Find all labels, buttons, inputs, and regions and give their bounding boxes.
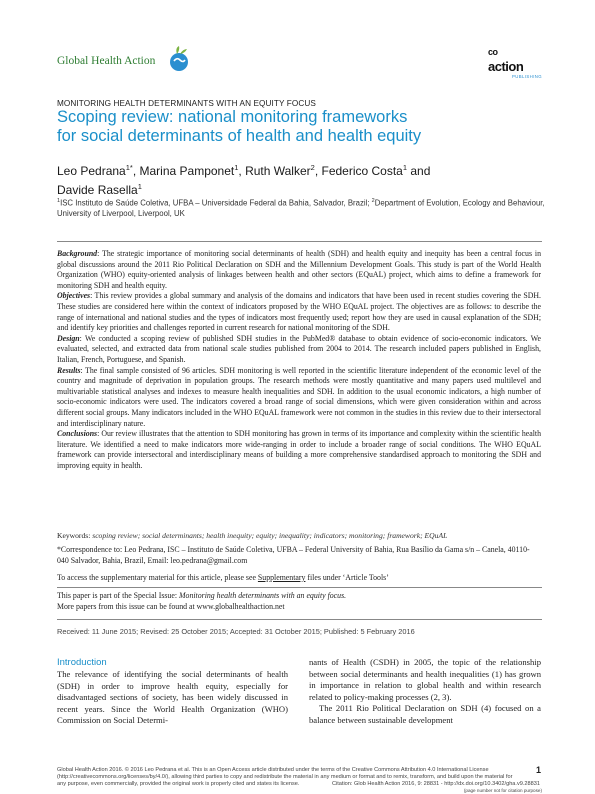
author-separator: , bbox=[238, 164, 246, 178]
author-affiliation-marker: 1* bbox=[125, 163, 133, 172]
body-paragraph: The 2011 Rio Political Declaration on SDH (4) focused on a balance between sustainable development bbox=[309, 703, 541, 725]
affiliation-2: Department of Evolution, Ecology and Behaviour, University of Liverpool, Liverpool, UK bbox=[57, 198, 545, 219]
title-line-1: Scoping review: national monitoring frameworks bbox=[57, 108, 408, 126]
license-footer: Global Health Action 2016. © 2016 Leo Pedrana et al. This is an Open Access article distributed under the terms of the Creative Commons Attribution 4.0 International License (http://creativecommons.org/licenses/by/4.0/), allowing third parties to copy and redistribute the material in any medium or format and to remix, transform, and build upon the material for any purpose, even commercially, provided the original work is properly cited and states its license. bbox=[57, 767, 513, 787]
author-name: Marina Pamponet bbox=[139, 164, 235, 178]
special-issue-note bbox=[57, 591, 541, 613]
body-column-right bbox=[309, 657, 541, 727]
affiliation-number: 1 bbox=[57, 198, 61, 204]
supplementary-note bbox=[57, 573, 541, 584]
abstract-objectives bbox=[57, 291, 541, 333]
page-number-note: (page number not for citation purpose) bbox=[463, 788, 542, 793]
affiliations bbox=[57, 196, 547, 220]
publisher-logo bbox=[488, 48, 548, 79]
body-paragraph: nants of Health (CSDH) in 2005, the topic of the relationship between social determinants and health inequalities (1) has grown in importance in relation to global health and within research related to policy-making processes (2, 3). bbox=[309, 657, 541, 702]
keywords bbox=[57, 531, 541, 541]
body-paragraph: The relevance of identifying the social determinants of health (SDH) in order to improve health equity, especially for disadvantaged sections of society, has been widely discussed in recent years. Since the World Health Organization (WHO) Commission on Social Determi- bbox=[57, 669, 288, 726]
abstract-label: Conclusions bbox=[57, 429, 98, 439]
abstract-design bbox=[57, 334, 541, 366]
special-issue-text: This paper is part of the Special Issue: bbox=[57, 591, 179, 600]
author-name: Davide Rasella bbox=[57, 183, 138, 197]
author-affiliation-marker: 1 bbox=[137, 182, 142, 191]
title-line-2: for social determinants of health and health equity bbox=[57, 127, 422, 145]
divider bbox=[57, 587, 542, 588]
abstract-text: : This review provides a global summary and analysis of the domains and indicators that have been used in recent studies covering the SDH. These studies are considered here within the context of indicators proposed by the WHO EQuAL project. The objectives are as follows: to describe the range of international and national studies and the types of indicators most frequently used; report how they are used in causal explanation of the SDH; and identify key priorities and challenges reported in current research for national monitoring of the SDH. bbox=[57, 291, 541, 333]
publisher-logo-bottom: action bbox=[488, 59, 524, 74]
supplementary-text: To access the supplementary material for this article, please see bbox=[57, 573, 258, 582]
section-label: MONITORING HEALTH DETERMINANTS WITH AN EQUITY FOCUS bbox=[57, 99, 316, 108]
article-title bbox=[57, 108, 537, 146]
keywords-values: scoping review; social determinants; health inequity; equity; inequality; indicators; monitoring; framework; EQuAL bbox=[92, 531, 448, 540]
journal-name: Global Health Action bbox=[57, 55, 156, 67]
divider bbox=[57, 241, 542, 242]
author-name: Leo Pedrana bbox=[57, 164, 126, 178]
special-issue-link[interactable]: More papers from this issue can be found at www.globalhealthaction.net bbox=[57, 601, 285, 611]
affiliation-1: ISC Instituto de Saúde Coletiva, UFBA – Universidade Federal da Bahia, Salvador, Brazil; bbox=[60, 198, 372, 208]
abstract-results bbox=[57, 366, 541, 430]
abstract-conclusions bbox=[57, 429, 541, 471]
correspondence: *Correspondence to: Leo Pedrana, ISC – Instituto de Saúde Coletiva, UFBA – Federal University of Bahia, Rua Basílio da Gama s/n – Canela, 40110-040 Salvador, Bahia, Brazil, Email: leo.pedrana@gmail.com bbox=[57, 545, 530, 565]
author-affiliation-marker: 1 bbox=[234, 163, 239, 172]
author-affiliation-marker: 2 bbox=[310, 163, 315, 172]
page-number: 1 bbox=[536, 765, 542, 775]
author-separator: , bbox=[314, 164, 322, 178]
abstract bbox=[57, 249, 541, 471]
abstract-text: : The strategic importance of monitoring social determinants of health (SDH) and health equity and inequity has been a central focus in global discussions around the 2011 Rio Political Declaration on SDH and the Millennium Development Goals. This study is part of the World Health Organization (WHO) equity-oriented analysis of linkages between health and other sectors (EQuAL) project, which aims to define a framework for monitoring SDH and health equity. bbox=[57, 249, 541, 290]
abstract-text: : We conducted a scoping review of published SDH studies in the PubMed® database to obtain evidence of socio-economic indicators. We evaluated, selected, and extracted data from national scale studies published from 2004 to 2014. The research included papers published in English, Italian, French, Portuguese, and Spanish. bbox=[57, 333, 541, 364]
abstract-background bbox=[57, 249, 541, 291]
author-separator: , bbox=[132, 164, 140, 178]
body-column-left bbox=[57, 669, 288, 727]
author-name: Ruth Walker bbox=[245, 164, 311, 178]
abstract-text: : The final sample consisted of 96 articles. SDH monitoring is well reported in the scientific literature independent of the economic level of the country and magnitude of deprivation in population groups. The research methods were mostly quantitative and many papers used multilevel and multivariable statistical analyses and indexes to measure health inequalities and SDH. In addition to the usual economic indicators, a high number of socio-economic indicators were used. The indicators covered a broad range of social dimensions, which were given consideration within and across different social groups. Many indicators included in the WHO EQuAL framework were not common in the studies in this review due to their intersectoral and interdisciplinary nature. bbox=[57, 365, 541, 428]
supplementary-link[interactable]: Supplementary bbox=[257, 573, 306, 582]
abstract-label: Design bbox=[57, 333, 80, 343]
abstract-text: : Our review illustrates that the attention to SDH monitoring has grown in terms of its importance and complexity within the scientific health literature. We identified a need to make indicators more wide-ranging in order to include a broader range of social conditions. The WHO EQuAL framework can provide intersectoral and interdisciplinary means of building a more comprehensive standardised approach to monitoring the SDH and improving equity in health. bbox=[57, 429, 541, 470]
affiliation-number: 2 bbox=[371, 198, 375, 204]
publication-dates: Received: 11 June 2015; Revised: 25 October 2015; Accepted: 31 October 2015; Published: 5 February 2016 bbox=[57, 627, 415, 636]
abstract-label: Background bbox=[57, 249, 98, 258]
special-issue-title: Monitoring health determinants with an equity focus. bbox=[178, 591, 347, 600]
abstract-label: Objectives bbox=[57, 291, 91, 301]
abstract-label: Results bbox=[57, 365, 81, 375]
author-separator: and bbox=[407, 164, 431, 178]
publisher-logo-top: co bbox=[488, 47, 498, 57]
keywords-label: Keywords: bbox=[57, 531, 93, 540]
author-list bbox=[57, 160, 537, 198]
introduction-heading: Introduction bbox=[57, 657, 107, 668]
supplementary-text: files under ‘Article Tools’ bbox=[305, 573, 389, 582]
publisher-tagline: PUBLISHING bbox=[512, 74, 543, 79]
journal-globe-logo-icon bbox=[168, 45, 190, 80]
author-name: Federico Costa bbox=[321, 164, 403, 178]
author-affiliation-marker: 1 bbox=[402, 163, 408, 172]
divider bbox=[57, 619, 542, 620]
citation: Citation: Glob Health Action 2016, 9: 28831 - http://dx.doi.org/10.3402/gha.v9.28831 bbox=[331, 781, 540, 787]
